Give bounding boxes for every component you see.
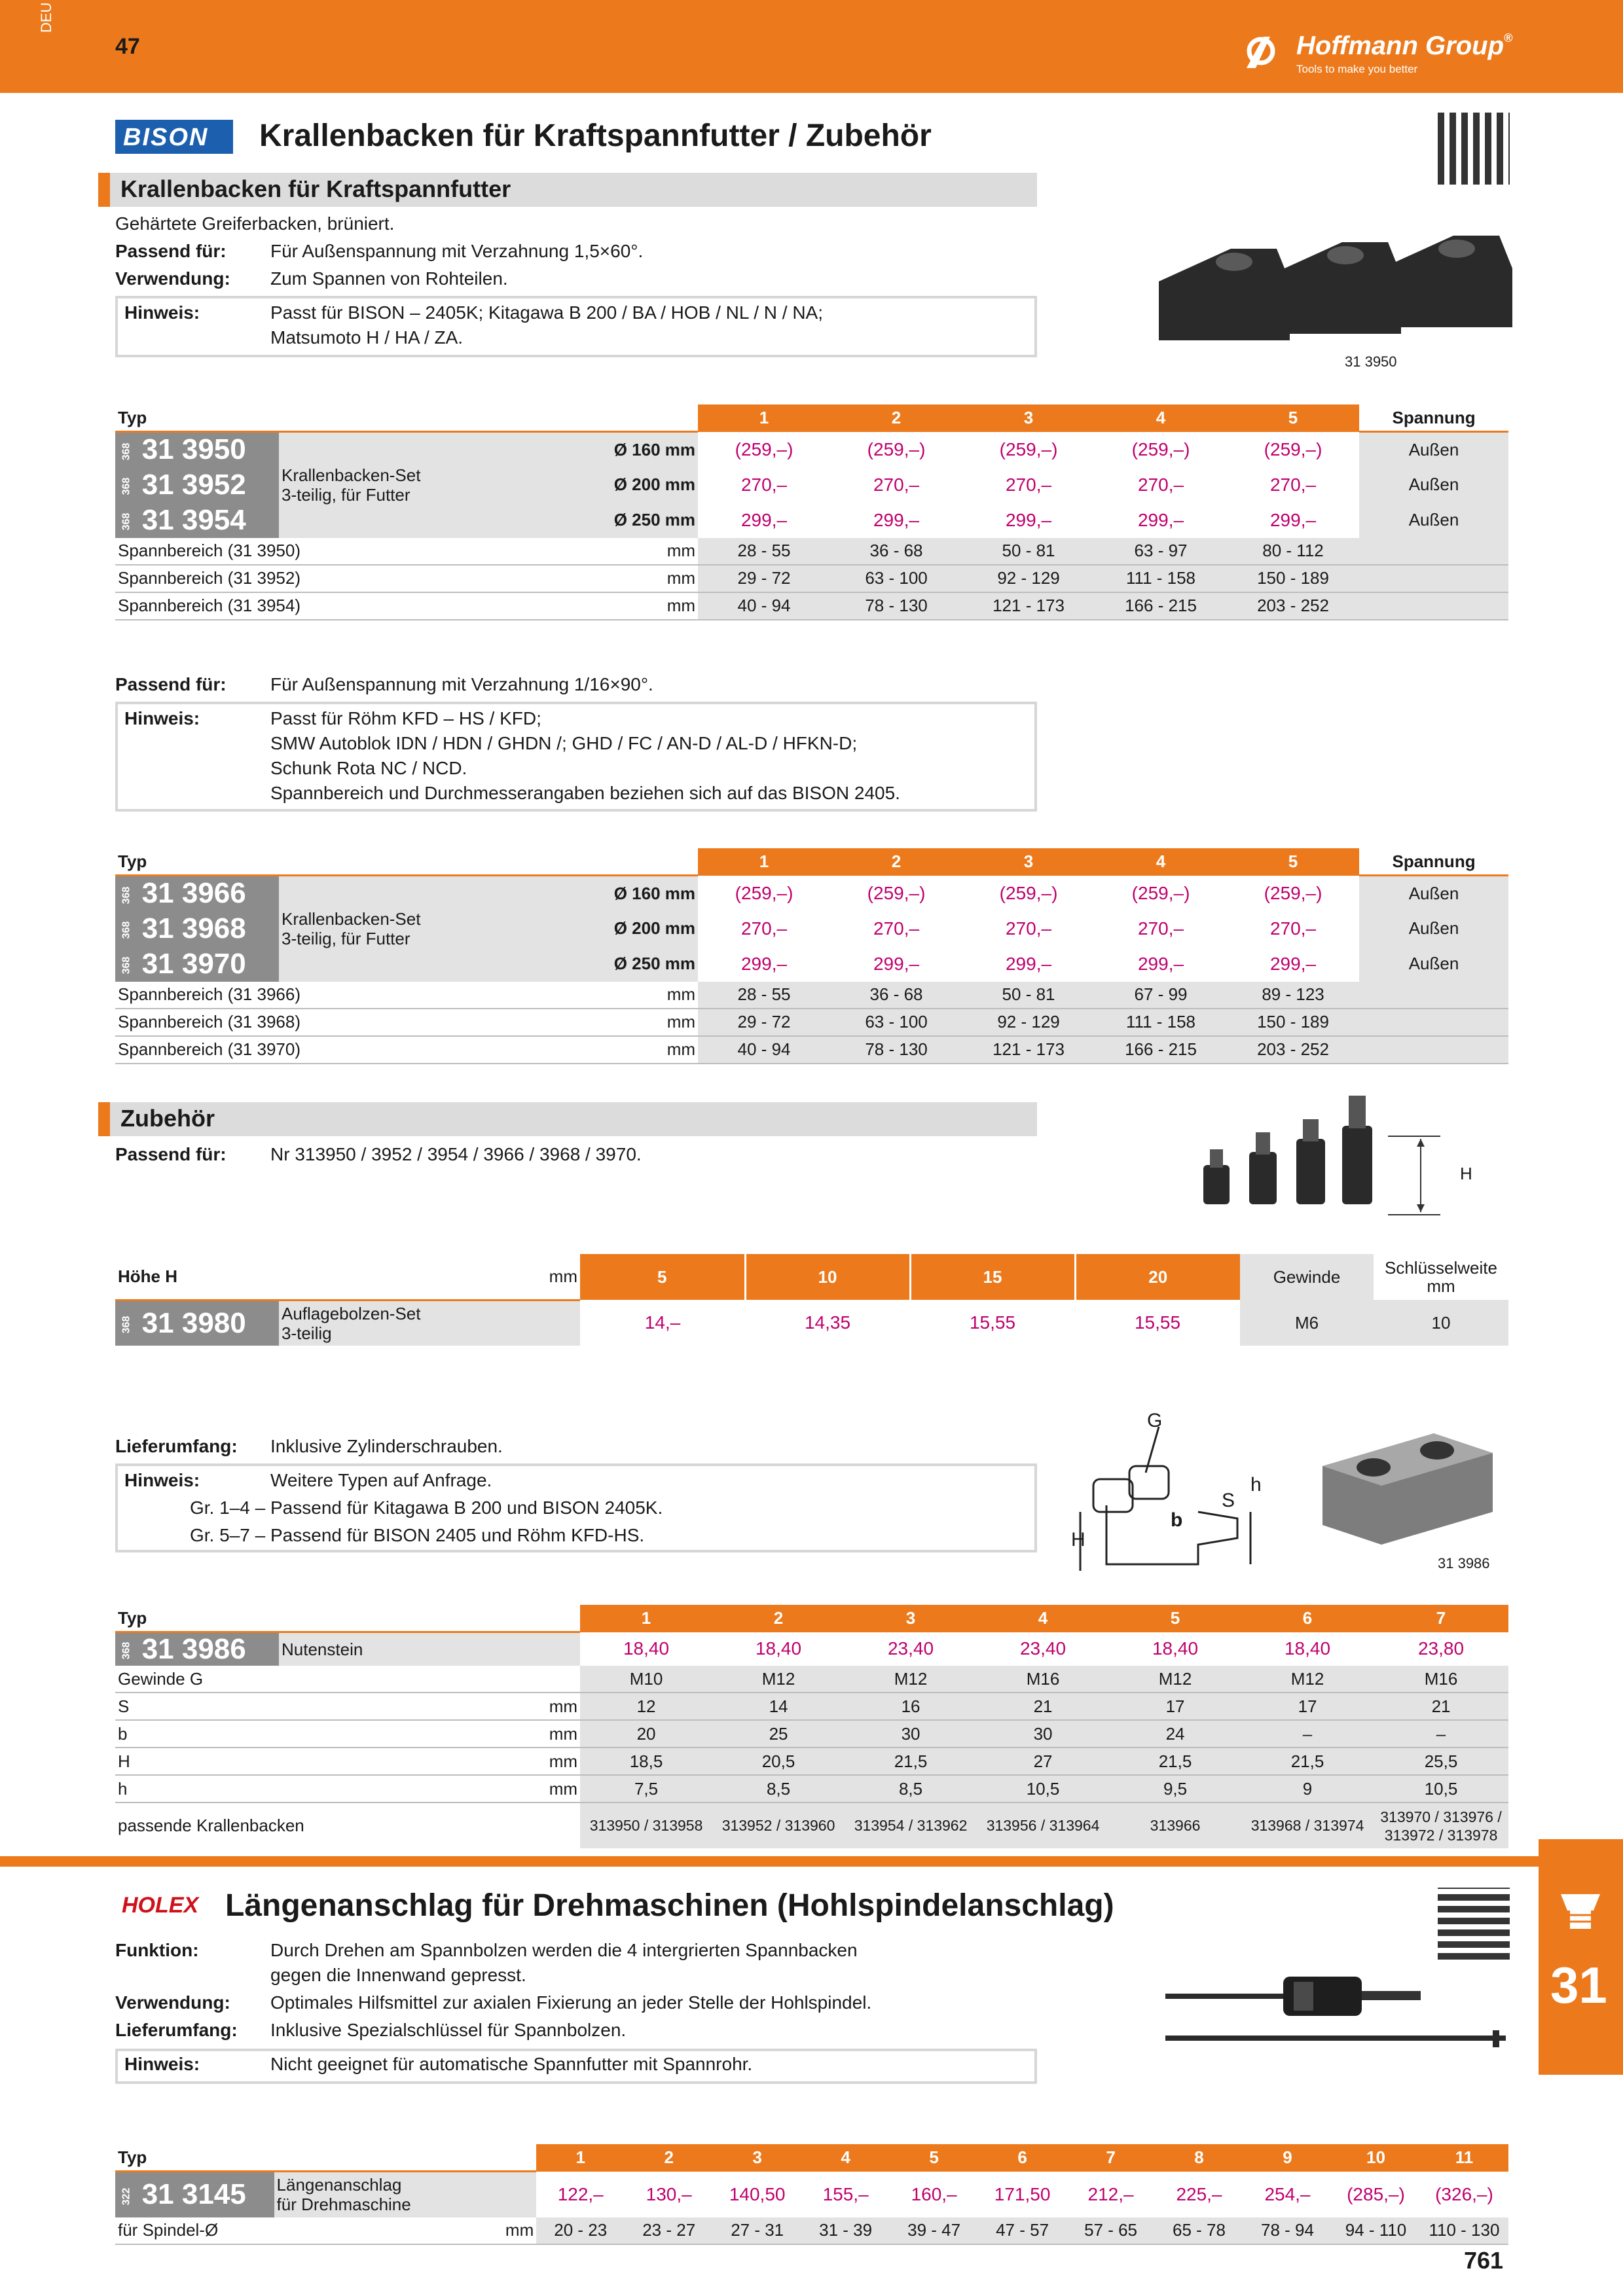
spannung-header: Spannung [1359,404,1508,432]
verwendung-label: Verwendung: [115,268,230,289]
price: 23,80 [1417,1638,1465,1659]
subhead-text: Zubehör [120,1105,215,1132]
price: 299,– [1269,509,1317,530]
col-header: 3 [713,2144,801,2172]
price: 14,35 [804,1312,851,1333]
table-row: passende Krallenbacken 313950 / 313958 313952 / 313960 313954 / 313962 313956 / 313964 313966 313968 / 313974 313970 / 313976 / 313972 / 313978 [115,1803,1508,1848]
col-header: 5 [1109,1605,1241,1632]
col-header: 5 [890,2144,978,2172]
table-row: Gewinde G M10 M12 M12 M16 M12 M12 M16 [115,1666,1508,1693]
hinweis-label-2: Hinweis: [124,708,200,728]
bison-logo-text: BISON [123,124,209,151]
diameter: Ø 160 mm [495,432,698,467]
holex-logo: HOLEX [122,1893,199,1918]
col-header: 8 [1155,2144,1243,2172]
jaws-image [1152,209,1545,360]
price: 299,– [1005,953,1052,974]
col-header: 4 [801,2144,890,2172]
price: 299,– [873,509,920,530]
dim-label-h-small: h [1250,1474,1262,1496]
spannung: Außen [1359,946,1508,982]
schluesselweite: 10 [1374,1300,1508,1346]
passend-value: Für Außenspannung mit Verzahnung 1,5×60°. [270,241,644,261]
bolts-image [1192,1086,1506,1230]
price: (259,–) [999,882,1058,903]
price: 15,55 [1134,1312,1181,1333]
col-header: 2 [712,1605,845,1632]
passend-value-2: Für Außenspannung mit Verzahnung 1/16×90°. [270,674,653,694]
col-header: 2 [830,848,962,876]
article-number: 368 31 3986 [115,1632,279,1666]
hinweis2-line: Spannbereich und Durchmesserangaben beziehen sich auf das BISON 2405. [270,783,900,803]
brand-logo [1244,20,1532,79]
spannung: Außen [1359,467,1508,503]
price: (259,–) [735,882,793,903]
unit: mm [495,1254,580,1300]
table-auflagebolzen [115,1254,1508,1346]
col-header: 3 [845,1605,977,1632]
diameter: Ø 250 mm [495,946,698,982]
price: (259,–) [1131,882,1190,903]
table-row: b mm 20 25 30 30 24 – – [115,1720,1508,1748]
price: 299,– [1269,953,1317,974]
price: 270,– [1137,918,1184,939]
price: (259,–) [867,882,926,903]
typ-label: Typ [115,848,698,876]
price: 160,– [911,2183,957,2204]
col-header: 5 [580,1254,745,1300]
col-header: 4 [1095,404,1227,432]
section-title-5: Längenanschlag für Drehmaschinen (Hohlspindelanschlag) [225,1888,1114,1923]
gr1-value: Passend für Kitagawa B 200 und BISON 2405K. [270,1498,663,1518]
product-description: Auflagebolzen-Set 3-teilig [282,1303,421,1343]
intro-text: Gehärtete Greiferbacken, brüniert. [115,213,395,234]
table-row: Spannbereich (31 3950) mm 28 - 55 36 - 68 50 - 81 63 - 97 80 - 112 [115,538,1508,565]
price: (285,–) [1347,2183,1405,2204]
dim-label-h-big: H [1071,1529,1085,1551]
price: 299,– [740,953,788,974]
spannung-header: Spannung [1359,848,1508,876]
nutenstein-diagram [1067,1414,1283,1584]
chapter-number: 31 [1550,1956,1607,2014]
hinweis2-line: SMW Autoblok IDN / HDN / GHDN /; GHD / FC / AN-D / AL-D / HFKN-D; [270,733,858,753]
col-header: 15 [910,1254,1075,1300]
gewinde-header: Gewinde [1240,1254,1374,1300]
liefer-value-5: Inklusive Spezialschlüssel für Spannbolzen. [270,2020,627,2040]
hinweis-label-1: Hinweis: [124,302,200,323]
price: 270,– [873,474,920,495]
price: 18,40 [1284,1638,1331,1659]
article-number: 322 31 3145 [115,2172,274,2217]
schluesselweite-header: Schlüsselweite mm [1385,1258,1497,1296]
col-header: 6 [1241,1605,1374,1632]
col-header: 6 [978,2144,1067,2172]
article-number: 368 31 3980 [115,1300,279,1346]
qr-code-icon [1438,113,1510,185]
article-number: 368 31 3950 [115,432,279,467]
gewinde: M6 [1240,1300,1374,1346]
diameter: Ø 200 mm [495,911,698,946]
col-header: 1 [698,848,830,876]
spannung: Außen [1359,911,1508,946]
price: 270,– [1269,474,1317,495]
hoffmann-logo-icon [1244,31,1290,71]
passend-value-3: Nr 313950 / 3952 / 3954 / 3966 / 3968 / 3970. [270,1144,642,1164]
table-row: Spannbereich (31 3970) mm 40 - 94 78 - 130 121 - 173 166 - 215 203 - 252 [115,1036,1508,1064]
funktion-line1: Durch Drehen am Spannbolzen werden die 4 intergrierten Spannbacken [270,1940,858,1960]
section-separator [0,1856,1539,1867]
gr1-label: Gr. 1–4 – [190,1498,266,1518]
spannung: Außen [1359,432,1508,467]
brand-name: Hoffmann Group [1296,31,1504,60]
dim-label-s: S [1222,1490,1235,1511]
spannung: Außen [1359,876,1508,911]
section-title: Krallenbacken für Kraftspannfutter / Zubehör [259,118,932,153]
table-row: Spannbereich (31 3954) mm 40 - 94 78 - 130 121 - 173 166 - 215 203 - 252 [115,592,1508,620]
price: (259,–) [1264,439,1322,459]
subhead-krallenbacken [98,173,1037,207]
col-header: 7 [1067,2144,1155,2172]
hinweis-value-5: Nicht geeignet für automatische Spannfutter mit Spannrohr. [270,2054,753,2074]
passend-label-2: Passend für: [115,674,227,694]
col-header: 4 [977,1605,1109,1632]
chuck-icon [1554,1881,1607,1933]
table-row: für Spindel-Ø mm 20 - 23 23 - 27 27 - 31 31 - 39 39 - 47 47 - 57 57 - 65 65 - 78 78 - 94 94 - 110 110 - 130 [115,2217,1508,2244]
price: (259,–) [735,439,793,459]
hinweis2-line: Schunk Rota NC / NCD. [270,758,467,778]
price: 140,50 [729,2183,786,2204]
price: (326,–) [1435,2183,1493,2204]
qr-code-icon [1438,1888,1510,1960]
table-nutenstein [115,1605,1508,1848]
product-description: Krallenbacken-Set 3-teilig, für Futter [282,465,421,505]
table-row: S mm 12 14 16 21 17 17 21 [115,1693,1508,1720]
hinweis-line2: Matsumoto H / HA / ZA. [270,327,464,348]
col-header: 2 [830,404,962,432]
hinweis2-line: Passt für Röhm KFD – HS / KFD; [270,708,541,728]
gr2-label: Gr. 5–7 – [190,1525,266,1545]
price: 155,– [822,2183,869,2204]
page-number-bottom: 761 [1464,2247,1504,2274]
price: 14,– [644,1312,681,1333]
diameter: Ø 250 mm [495,503,698,538]
price: 270,– [1137,474,1184,495]
funktion-line2: gegen die Innenwand gepresst. [270,1965,526,1985]
verwendung-label-5: Verwendung: [115,1992,230,2013]
price: (259,–) [1131,439,1190,459]
product-description: Nutenstein [279,1632,580,1666]
brand-tagline: Tools to make you better [1296,63,1418,75]
price: 18,40 [1152,1638,1199,1659]
col-header: 3 [962,848,1095,876]
table-krallenbacken-1 [115,404,1508,620]
article-number: 368 31 3952 [115,467,279,503]
hoehe-label: Höhe H [115,1254,495,1300]
nutenstein-image [1316,1427,1499,1558]
dim-label-g: G [1147,1410,1163,1431]
price: 225,– [1176,2183,1222,2204]
col-header: 10 [745,1254,910,1300]
table-row: Spannbereich (31 3968) mm 29 - 72 63 - 100 92 - 129 111 - 158 150 - 189 [115,1009,1508,1036]
laengenanschlag-image [1165,1970,1519,2062]
article-number: 368 31 3966 [115,876,279,911]
table-krallenbacken-2 [115,848,1508,1064]
passend-label-3: Passend für: [115,1144,227,1164]
price: 18,40 [755,1638,802,1659]
liefer-label-5: Lieferumfang: [115,2020,238,2040]
col-header: 7 [1374,1605,1508,1632]
hinweis-label-4: Hinweis: [124,1470,200,1490]
table-row: H mm 18,5 20,5 21,5 27 21,5 21,5 25,5 [115,1748,1508,1775]
table-row: h mm 7,5 8,5 8,5 10,5 9,5 9 10,5 [115,1775,1508,1803]
product-description: Längenanschlag für Drehmaschine [276,2175,411,2215]
price: 23,40 [1019,1638,1067,1659]
price: 299,– [1137,509,1184,530]
price: 212,– [1087,2183,1134,2204]
price: (259,–) [1264,882,1322,903]
diameter: Ø 160 mm [495,876,698,911]
chapter-tab [1539,1839,1623,2075]
gr2-value: Passend für BISON 2405 und Röhm KFD-HS. [270,1525,645,1545]
article-number: 368 31 3968 [115,911,279,946]
verwendung-value-5: Optimales Hilfsmittel zur axialen Fixierung an jeder Stelle der Hohlspindel. [270,1992,872,2013]
typ-label: Typ [115,1605,580,1632]
hinweis4-line1: Weitere Typen auf Anfrage. [270,1470,492,1490]
col-header: 10 [1332,2144,1420,2172]
price: 23,40 [887,1638,934,1659]
liefer-value: Inklusive Zylinderschrauben. [270,1436,503,1456]
hinweis-label-5: Hinweis: [124,2054,200,2074]
article-number: 368 31 3954 [115,503,279,538]
price: 122,– [557,2183,604,2204]
image-caption-4: 31 3986 [1438,1555,1490,1571]
price: 299,– [1137,953,1184,974]
col-header: 20 [1075,1254,1240,1300]
price: 299,– [740,509,788,530]
dim-label-h: H [1460,1164,1472,1183]
dim-label-b: b [1171,1509,1183,1531]
col-header: 1 [698,404,830,432]
col-header: 1 [580,1605,712,1632]
liefer-label: Lieferumfang: [115,1436,238,1456]
price: 270,– [1269,918,1317,939]
subhead-zubehoer [98,1102,1037,1136]
price: 130,– [646,2183,692,2204]
product-description: Krallenbacken-Set 3-teilig, für Futter [282,909,421,949]
passend-label: Passend für: [115,241,227,261]
col-header: 1 [536,2144,625,2172]
typ-label: Typ [115,404,698,432]
price: 18,40 [623,1638,670,1659]
brand-reg: ® [1504,31,1513,45]
price: 270,– [1005,918,1052,939]
col-header: 5 [1227,848,1359,876]
diameter: Ø 200 mm [495,467,698,503]
verwendung-value: Zum Spannen von Rohteilen. [270,268,508,289]
typ-label: Typ [115,2144,536,2172]
col-header: 11 [1420,2144,1508,2172]
table-laengenanschlag [115,2144,1508,2245]
price: 270,– [740,918,788,939]
col-header: 2 [625,2144,713,2172]
price: (259,–) [867,439,926,459]
price: 270,– [873,918,920,939]
price: 15,55 [969,1312,1016,1333]
funktion-label: Funktion: [115,1940,199,1960]
price: 254,– [1264,2183,1311,2204]
price: 299,– [1005,509,1052,530]
price: (259,–) [999,439,1058,459]
price: 171,50 [994,2183,1051,2204]
table-row: Spannbereich (31 3966) mm 28 - 55 36 - 68 50 - 81 67 - 99 89 - 123 [115,982,1508,1009]
col-header: 9 [1243,2144,1332,2172]
page-number-top: 47 [115,34,140,59]
subhead-text: Krallenbacken für Kraftspannfutter [120,175,511,202]
bison-logo [115,120,233,154]
article-number: 368 31 3970 [115,946,279,982]
col-header: 5 [1227,404,1359,432]
hinweis-line1: Passt für BISON – 2405K; Kitagawa B 200 / BA / HOB / NL / N / NA; [270,302,824,323]
price: 270,– [740,474,788,495]
col-header: 4 [1095,848,1227,876]
spannung: Außen [1359,503,1508,538]
col-header: 3 [962,404,1095,432]
price: 270,– [1005,474,1052,495]
price: 299,– [873,953,920,974]
image-caption-1: 31 3950 [1345,353,1397,370]
table-row: Spannbereich (31 3952) mm 29 - 72 63 - 100 92 - 129 111 - 158 150 - 189 [115,565,1508,592]
country-code: DEU [38,2,54,33]
